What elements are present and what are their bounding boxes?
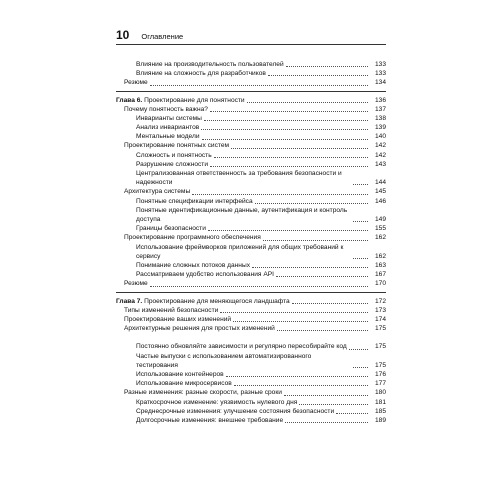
toc-entry-title: Инварианты системы bbox=[136, 114, 202, 122]
toc-entry-title: Понятные идентификационные данные, аутентификация и контроль доступа bbox=[136, 206, 348, 224]
toc-entry-title: Проектирование ваших изменений bbox=[124, 315, 232, 323]
toc-entry-title: Проектирование понятных систем bbox=[124, 142, 230, 150]
toc-entry[interactable] bbox=[116, 197, 386, 206]
toc-page-number: 143 bbox=[374, 160, 386, 168]
toc-entry-title: Типы изменений безопасности bbox=[124, 306, 219, 314]
toc-entry[interactable] bbox=[116, 407, 386, 416]
toc-page-number: 185 bbox=[374, 407, 386, 415]
dot-leader bbox=[226, 376, 368, 377]
toc-entry-title: Анализ инвариантов bbox=[136, 124, 200, 132]
dot-leader bbox=[349, 349, 368, 350]
toc-page-number: 173 bbox=[374, 306, 386, 314]
toc-entry[interactable] bbox=[116, 370, 386, 379]
page-header bbox=[116, 28, 386, 45]
toc-entry-title: Понимание сложных потоков данных bbox=[136, 261, 250, 269]
dot-leader bbox=[192, 194, 368, 195]
dot-leader bbox=[353, 184, 368, 185]
toc-entry-title: Влияние на производительность пользователей bbox=[136, 60, 284, 68]
toc-chapter-entry[interactable] bbox=[116, 96, 386, 105]
dot-leader bbox=[233, 321, 368, 322]
toc-entry-title: Сложность и понятность bbox=[136, 151, 212, 159]
dot-leader bbox=[353, 221, 368, 222]
toc-entry-title: Разрушение сложности bbox=[136, 160, 208, 168]
dot-leader bbox=[276, 276, 368, 277]
dot-leader bbox=[286, 66, 368, 67]
toc-entry[interactable] bbox=[116, 151, 386, 160]
toc-page-number: 146 bbox=[374, 197, 386, 205]
toc-entry[interactable] bbox=[116, 132, 386, 141]
toc-entry[interactable] bbox=[116, 187, 386, 196]
toc-entry-title bbox=[116, 96, 245, 105]
toc-page-number: 134 bbox=[374, 79, 386, 87]
dot-leader bbox=[210, 166, 368, 167]
chapter-label: Глава 7. bbox=[116, 297, 143, 305]
dot-leader bbox=[284, 395, 368, 396]
toc-entry[interactable] bbox=[116, 233, 386, 242]
toc-page-number: 175 bbox=[374, 343, 386, 351]
toc-entry[interactable] bbox=[116, 416, 386, 425]
toc-page-number: 149 bbox=[374, 216, 386, 224]
toc-entry[interactable] bbox=[116, 315, 386, 324]
toc-page-number: 176 bbox=[374, 371, 386, 379]
toc-entry-title: Использование микросервисов bbox=[136, 380, 232, 388]
toc-entry-title: Архитектурные решения для простых изменений bbox=[124, 325, 275, 333]
toc-entry-title: Влияние на сложность для разработчиков bbox=[136, 70, 266, 78]
toc-entry[interactable] bbox=[116, 306, 386, 315]
toc-entry[interactable] bbox=[116, 398, 386, 407]
toc-page-number: 167 bbox=[374, 271, 386, 279]
dot-leader bbox=[220, 312, 368, 313]
toc-entry[interactable] bbox=[116, 388, 386, 397]
toc-entry[interactable] bbox=[116, 123, 386, 132]
dot-leader bbox=[263, 240, 368, 241]
toc-entry-title: Рассматриваем удобство использования API bbox=[136, 271, 274, 279]
toc-entry[interactable] bbox=[116, 60, 386, 69]
toc-entry-title: Резюме bbox=[124, 280, 148, 288]
toc-entry-title: Понятные спецификации интерфейса bbox=[136, 197, 253, 205]
toc-page-number: 142 bbox=[374, 142, 386, 150]
chapter-title: Проектирование для понятности bbox=[144, 96, 245, 104]
toc-page-number: 175 bbox=[374, 361, 386, 369]
toc-entry-title: Ментальные модели bbox=[136, 133, 200, 141]
toc-entry-title: Использование контейнеров bbox=[136, 371, 224, 379]
toc-page-number: 163 bbox=[374, 261, 386, 269]
toc-entry-title: Использование фреймворков приложений для общих требований к сервису bbox=[136, 243, 344, 260]
toc-page-number: 155 bbox=[374, 225, 386, 233]
toc-entry-title: Границы безопасности bbox=[136, 225, 206, 233]
dot-leader bbox=[150, 286, 368, 287]
dot-leader bbox=[201, 129, 368, 130]
toc-page-number: 139 bbox=[374, 124, 386, 132]
toc-entry[interactable] bbox=[116, 114, 386, 123]
dot-leader bbox=[292, 303, 368, 304]
toc-entry[interactable] bbox=[116, 243, 386, 261]
toc-entry-title: Архитектура системы bbox=[124, 188, 191, 196]
toc-page-number: 133 bbox=[374, 60, 386, 68]
chapter-divider bbox=[116, 292, 386, 293]
toc-entry[interactable] bbox=[116, 270, 386, 279]
toc-page-number: 162 bbox=[374, 234, 386, 242]
toc-entry-title: Краткосрочное изменение: уязвимость нулевого дня bbox=[136, 398, 298, 406]
dot-leader bbox=[210, 111, 368, 112]
dot-leader bbox=[150, 85, 368, 86]
toc-page-number: 181 bbox=[374, 398, 386, 406]
toc-chapter-entry[interactable] bbox=[116, 297, 386, 306]
toc-entry-title: Почему понятность важна? bbox=[124, 105, 208, 113]
dot-leader bbox=[208, 230, 368, 231]
toc-entry[interactable] bbox=[116, 352, 386, 370]
toc-page-number: 142 bbox=[374, 151, 386, 159]
dot-leader bbox=[353, 258, 368, 259]
toc-entry[interactable] bbox=[116, 379, 386, 388]
dot-leader bbox=[252, 267, 368, 268]
toc-entry[interactable] bbox=[116, 160, 386, 169]
toc-entry[interactable] bbox=[116, 142, 386, 151]
toc-entry-title: Централизованная ответственность за требования безопасности и надежности bbox=[136, 170, 342, 187]
toc-entry[interactable] bbox=[116, 206, 386, 224]
toc-page-number: 140 bbox=[374, 133, 386, 141]
toc-entry[interactable] bbox=[116, 78, 386, 87]
dot-leader bbox=[231, 148, 368, 149]
toc-page-number: 162 bbox=[374, 252, 386, 260]
dot-leader bbox=[247, 102, 368, 103]
toc-entry-title bbox=[116, 297, 290, 306]
dot-leader bbox=[255, 203, 368, 204]
toc-page-number: 145 bbox=[374, 188, 386, 196]
dot-leader bbox=[353, 367, 368, 368]
dot-leader bbox=[299, 404, 368, 405]
toc-page-number: 170 bbox=[374, 280, 386, 288]
dot-leader bbox=[285, 422, 368, 423]
toc-page-number: 172 bbox=[374, 297, 386, 305]
toc-page-number: 136 bbox=[374, 96, 386, 104]
toc-page-number: 138 bbox=[374, 114, 386, 122]
dot-leader bbox=[202, 139, 368, 140]
toc-entry[interactable] bbox=[116, 169, 386, 187]
toc-entry[interactable] bbox=[116, 105, 386, 114]
toc-entry[interactable] bbox=[116, 333, 386, 351]
toc-entry-title: Постоянно обновляйте зависимости и регулярно пересобирайте код bbox=[136, 343, 347, 351]
toc-page-number: 133 bbox=[374, 70, 386, 78]
chapter-title: Проектирование для меняющегося ландшафта bbox=[144, 297, 290, 305]
toc-entry[interactable] bbox=[116, 324, 386, 333]
toc-entry[interactable] bbox=[116, 224, 386, 233]
dot-leader bbox=[214, 157, 368, 158]
toc-entry-title: Частые выпуски с использованием автоматизированного тестирования bbox=[136, 352, 312, 369]
page-number: 10 bbox=[116, 28, 130, 42]
toc-entry[interactable] bbox=[116, 279, 386, 288]
dot-leader bbox=[204, 120, 368, 121]
toc-page-number: 137 bbox=[374, 105, 386, 113]
dot-leader bbox=[336, 413, 368, 414]
dot-leader bbox=[268, 75, 368, 76]
toc-page-number: 174 bbox=[374, 315, 386, 323]
toc-entry-title: Среднесрочные изменения: улучшение состояния безопасности bbox=[136, 407, 335, 415]
toc-page-number: 177 bbox=[374, 380, 386, 388]
chapter-divider bbox=[116, 91, 386, 92]
toc-entry-title: Проектирование программного обеспечения bbox=[124, 234, 261, 242]
table-of-contents bbox=[116, 60, 386, 425]
running-head: Оглавление bbox=[141, 32, 184, 41]
toc-entry-title: Разные изменения: разные скорости, разные сроки bbox=[124, 389, 282, 397]
dot-leader bbox=[234, 385, 368, 386]
toc-entry-title: Долгосрочные изменения: внешнее требование bbox=[136, 417, 284, 424]
toc-entry-title: Резюме bbox=[124, 79, 148, 87]
toc-page-number: 189 bbox=[374, 417, 386, 424]
toc-entry[interactable] bbox=[116, 69, 386, 78]
toc-page-number: 180 bbox=[374, 389, 386, 397]
chapter-label: Глава 6. bbox=[116, 96, 143, 104]
toc-entry[interactable] bbox=[116, 261, 386, 270]
toc-page-number: 175 bbox=[374, 325, 386, 333]
toc-page-number: 144 bbox=[374, 179, 386, 187]
dot-leader bbox=[277, 330, 368, 331]
